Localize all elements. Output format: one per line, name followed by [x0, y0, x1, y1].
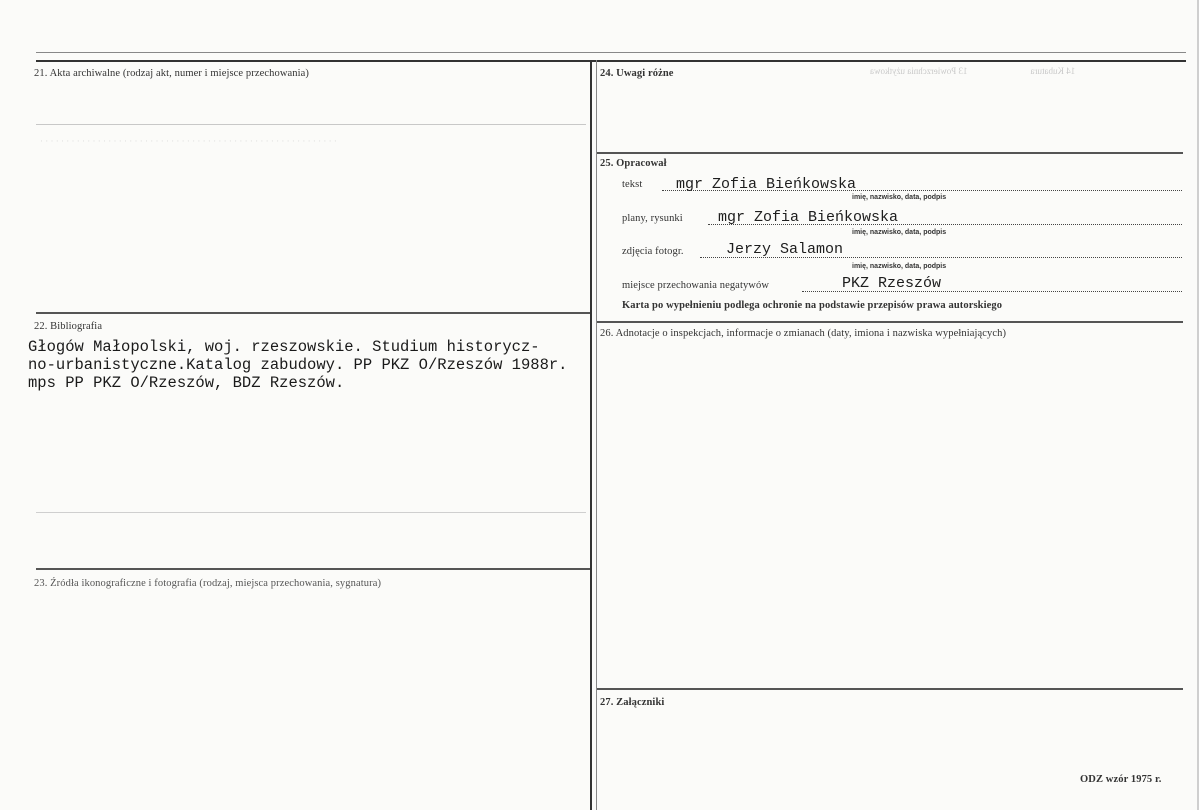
section-21-label: 21. Akta archiwalne (rodzaj akt, numer i miejsce przechowania) [34, 68, 310, 79]
bibliography-line: Głogów Małopolski, woj. rzeszowskie. Studium historycz- [28, 338, 540, 356]
row-divider [36, 312, 590, 314]
column-divider [596, 60, 597, 810]
row-divider [36, 568, 590, 570]
plans-author-label: plany, rysunki [622, 213, 683, 224]
section-24-label: 24. Uwagi różne [600, 68, 674, 79]
negatives-location-value: PKZ Rzeszów [842, 275, 942, 292]
plans-author-caption: imię, nazwisko, data, podpis [852, 229, 947, 236]
section-27-label: 27. Załączniki [600, 697, 665, 708]
negatives-location-label: miejsce przechowania negatywów [622, 280, 770, 291]
bibliography-text [28, 338, 568, 392]
show-through-text: 14 Kubatura 13 Powierzchnia użytkowa [870, 66, 1076, 76]
form-identifier: ODZ wzór 1975 r. [1080, 774, 1162, 785]
row-divider [597, 152, 1183, 154]
section-26-label: 26. Adnotacje o inspekcjach, informacje o zmianach (daty, imiona i nazwiska wypełniających) [600, 328, 1007, 339]
photo-author-value: Jerzy Salamon [726, 241, 844, 258]
photo-author-caption: imię, nazwisko, data, podpis [852, 263, 947, 270]
column-divider [590, 60, 592, 810]
section-22-label: 22. Bibliografia [34, 321, 103, 332]
text-author-caption: imię, nazwisko, data, podpis [852, 194, 947, 201]
row-divider [597, 321, 1183, 323]
plans-author-value: mgr Zofia Bieńkowska [718, 209, 899, 226]
row-divider [597, 688, 1183, 690]
row-divider [36, 512, 586, 513]
section-25-label: 25. Opracował [600, 158, 667, 169]
bibliography-line: mps PP PKZ O/Rzeszów, BDZ Rzeszów. [28, 374, 345, 392]
bibliography-line: no-urbanistyczne.Katalog zabudowy. PP PKZ O/Rzeszów 1988r. [28, 356, 568, 374]
top-border [36, 52, 1186, 53]
row-divider [36, 124, 586, 125]
photo-author-label: zdjęcia fotogr. [622, 246, 684, 257]
text-author-value: mgr Zofia Bieńkowska [676, 176, 857, 193]
section-23-label: 23. Źródła ikonograficzne i fotografia (rodzaj, miejsca przechowania, sygnatura) [34, 578, 382, 589]
show-through-text: · · · · · · · · · · · · · · · · · · · · · · · · · · · · · · · · · · · · · · · · · · · · · · · · · · · · · · · · · [40, 136, 337, 146]
top-border [36, 60, 1186, 62]
copyright-notice: Karta po wypełnieniu podlega ochronie na podstawie przepisów prawa autorskiego [622, 300, 1003, 311]
text-author-label: tekst [622, 179, 643, 190]
